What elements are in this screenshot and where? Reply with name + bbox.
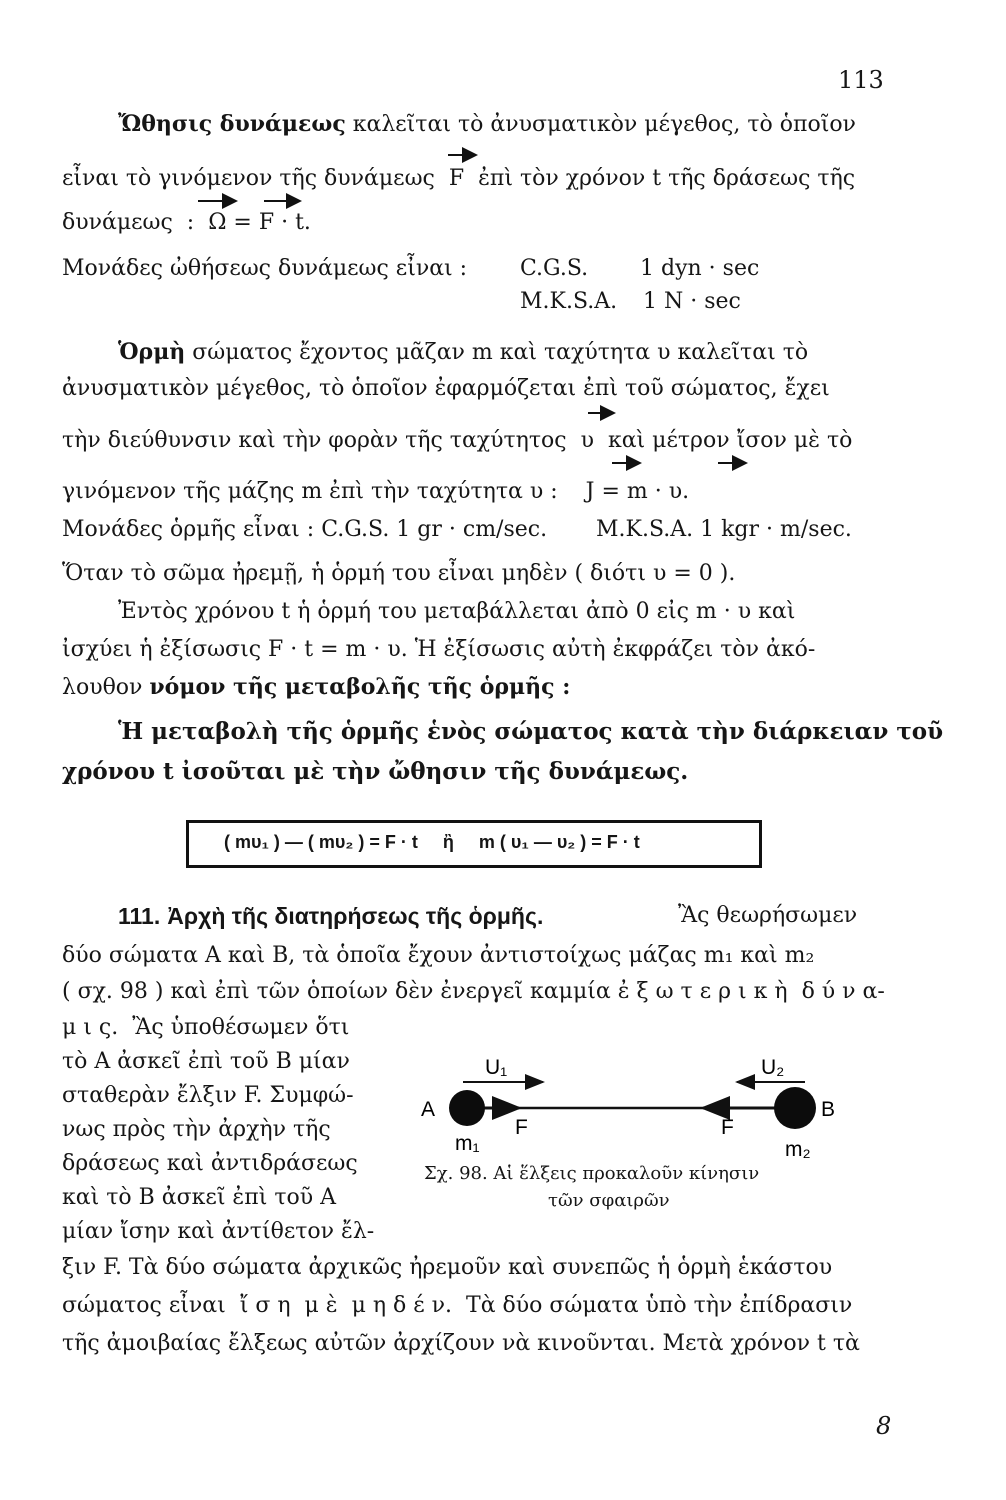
section-line-3: ( σχ. 98 ) καὶ ἐπὶ τῶν ὁποίων δὲν ἐνεργεῖ καμμία ἐ ξ ω τ ε ρ ι κ ὴ δ ύ ν α-: [62, 979, 885, 1004]
section-line-8: δράσεως καὶ ἀντιδράσεως: [62, 1151, 358, 1176]
footer-signature-number: 8: [876, 1412, 892, 1440]
law-statement-line-2: χρόνου t ἰσοῦται μὲ τὴν ὤθησιν τῆς δυνάμεως.: [62, 758, 689, 785]
momentum-definition-line-4: γινόμενον τῆς μάζης m ἐπὶ τὴν ταχύτητα υ : J = m · υ.: [62, 479, 690, 504]
force-f-left-label: F: [515, 1116, 528, 1139]
section-line-5: τὸ Α ἀσκεῖ ἐπὶ τοῦ Β μίαν: [62, 1049, 350, 1074]
section-title: Ἀρχὴ τῆς διατηρήσεως τῆς ὁρμῆς.: [167, 903, 544, 929]
formula-text: ( mυ₁ ) — ( mυ₂ ) = F · t ἢ m ( υ₁ — υ₂ ) = F · t: [224, 832, 640, 852]
sphere-a-label: A: [421, 1098, 436, 1121]
velocity-u1-label: U₁: [485, 1056, 508, 1079]
law-statement-line-1: Ἡ μεταβολὴ τῆς ὁρμῆς ἑνὸς σώματος κατὰ τὴν διάρκειαν τοῦ: [118, 718, 944, 745]
momentum-units-cgs: Μονάδες ὁρμῆς εἶναι : C.G.S. 1 gr · cm/sec.: [62, 517, 548, 542]
mass-m2-label: m₂: [785, 1138, 811, 1161]
section-heading-line: [118, 902, 543, 932]
impulse-units-mksa-label: M.K.S.A.: [520, 289, 618, 314]
section-line-9: καὶ τὸ Β ἀσκεῖ ἐπὶ τοῦ Α: [62, 1185, 336, 1210]
impulse-units-mksa-value: 1 N · sec: [643, 289, 741, 314]
momentum-change-line-2: ἰσχύει ἡ ἐξίσωσις F · t = m · υ. Ἡ ἐξίσωσις αὐτὴ ἐκφράζει τὸν ἀκό-: [62, 637, 816, 662]
law-name: νόμον τῆς μεταβολῆς τῆς ὁρμῆς :: [149, 674, 571, 700]
law-intro-text: λουθον: [62, 675, 150, 700]
momentum-definition-line-3: τὴν διεύθυνσιν καὶ τὴν φορὰν τῆς ταχύτητος υ καὶ μέτρον ἴσον μὲ τὸ: [62, 428, 853, 453]
sphere-a: [449, 1090, 485, 1126]
momentum-definition-line-2: ἀνυσματικὸν μέγεθος, τὸ ὁποῖον ἐφαρμόζεται ἐπὶ τοῦ σώματος, ἔχει: [62, 376, 830, 401]
velocity-u2-label: U₂: [761, 1056, 785, 1079]
momentum-change-line-3: [62, 673, 570, 702]
figure-caption-line-2: τῶν σφαιρῶν: [548, 1190, 670, 1211]
section-line-6: σταθερὰν ἔλξιν F. Συμφώ-: [62, 1083, 354, 1108]
momentum-change-line-1: Ἐντὸς χρόνου t ἡ ὁρμή του μεταβάλλεται ἀπὸ 0 εἰς m · υ καὶ: [118, 599, 796, 624]
figure-caption-line-1: Σχ. 98. Αἱ ἕλξεις προκαλοῦν κίνησιν: [424, 1163, 760, 1184]
section-line-10: μίαν ἴσην καὶ ἀντίθετον ἔλ-: [62, 1219, 375, 1244]
impulse-definition-line-2: εἶναι τὸ γινόμενον τῆς δυνάμεως F ἐπὶ τὸν χρόνον t τῆς δράσεως τῆς: [62, 166, 856, 191]
force-f-right-label: F: [721, 1116, 734, 1139]
impulse-units-label: Μονάδες ὠθήσεως δυνάμεως εἶναι :: [62, 256, 468, 281]
section-line-13: τῆς ἀμοιβαίας ἔλξεως αὐτῶν ἀρχίζουν νὰ κινοῦνται. Μετὰ χρόνον t τὰ: [62, 1331, 860, 1356]
section-line-11: ξιν F. Τὰ δύο σώματα ἀρχικῶς ἠρεμοῦν καὶ συνεπῶς ἡ ὁρμὴ ἑκάστου: [62, 1255, 833, 1280]
impulse-term: Ὤθησις δυνάμεως: [118, 111, 346, 137]
sphere-b-label: B: [821, 1098, 836, 1121]
impulse-units-cgs-label: C.G.S.: [520, 256, 589, 281]
sphere-b: [774, 1087, 816, 1129]
impulse-units-cgs-value: 1 dyn · sec: [640, 256, 760, 281]
momentum-definition-text: σώματος ἔχοντος μᾶζαν m καὶ ταχύτητα υ καλεῖται τὸ: [185, 340, 809, 365]
momentum-zero-line: Ὅταν τὸ σῶμα ἠρεμῇ, ἡ ὁρμή του εἶναι μηδὲν ( διότι υ = 0 ).: [62, 561, 736, 586]
momentum-term: Ὁρμὴ: [118, 339, 186, 365]
section-line-2: δύο σώματα Α καὶ Β, τὰ ὁποῖα ἔχουν ἀντιστοίχως μάζας m₁ καὶ m₂: [62, 943, 815, 968]
section-number: 111.: [118, 903, 161, 929]
page-number: 113: [838, 66, 884, 94]
figure-98: [415, 1052, 855, 1162]
momentum-definition-line-1: [118, 338, 808, 367]
section-line-4: μ ι ς. Ἂς ὑποθέσωμεν ὅτι: [62, 1015, 350, 1040]
section-line-12: σώματος εἶναι ἴ σ η μ ὲ μ η δ έ ν. Τὰ δύο σώματα ὑπὸ τὴν ἐπίδρασιν: [62, 1293, 853, 1318]
mass-m1-label: m₁: [455, 1132, 480, 1155]
section-line-1-rest: Ἂς θεωρήσωμεν: [678, 903, 858, 928]
momentum-units-mksa: M.K.S.A. 1 kgr · m/sec.: [596, 517, 852, 542]
impulse-definition-text: καλεῖται τὸ ἀνυσματικὸν μέγεθος, τὸ ὁποῖον: [345, 112, 856, 137]
impulse-formula-line: δυνάμεως : Ω = F · t.: [62, 210, 311, 235]
section-line-7: νως πρὸς τὴν ἀρχὴν τῆς: [62, 1117, 331, 1142]
